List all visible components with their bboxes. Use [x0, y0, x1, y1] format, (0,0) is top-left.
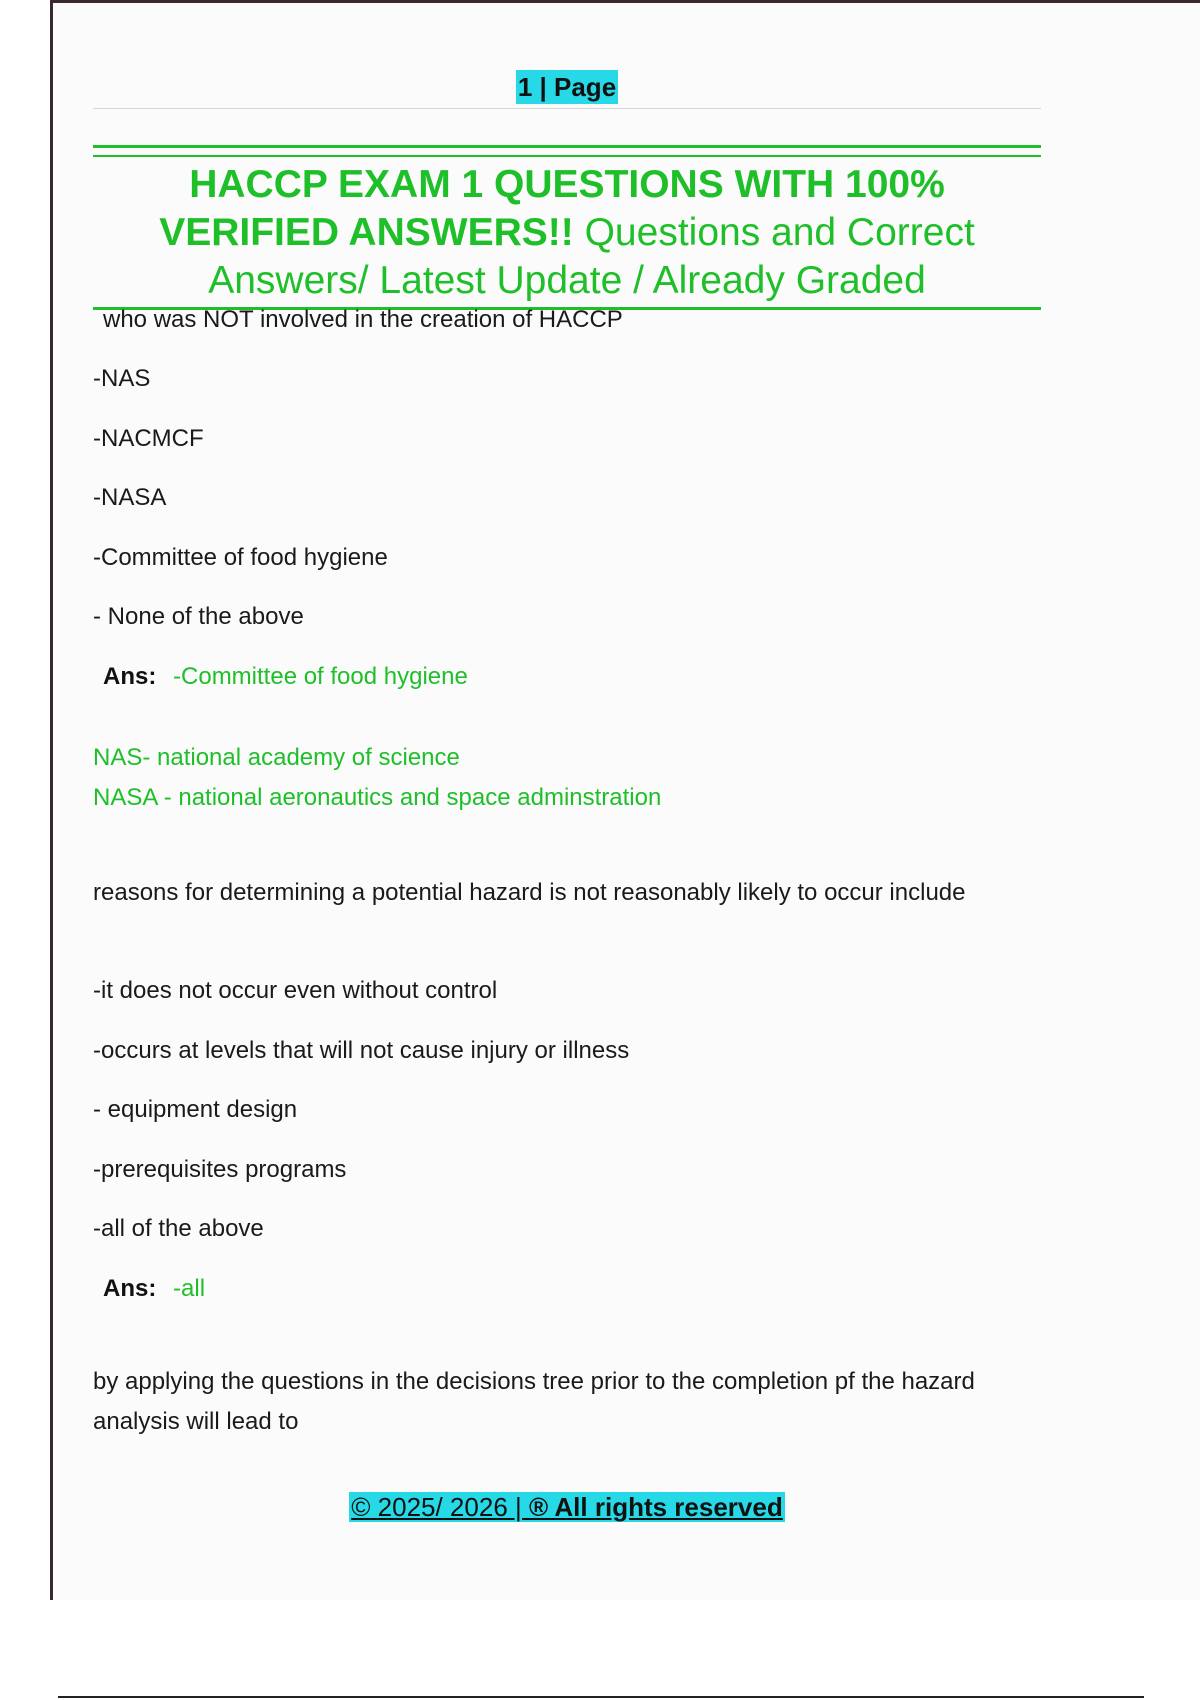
q1-option-1: -NAS: [93, 365, 151, 392]
q1-answer-row: [103, 662, 468, 692]
q2-answer-row: [103, 1274, 205, 1304]
q1-note-2: NASA - national aeronautics and space adminstration: [93, 784, 662, 811]
title-bold-line1: HACCP EXAM 1 QUESTIONS WITH 100%: [189, 163, 945, 206]
q2-option-2: -occurs at levels that will not cause injury or illness: [93, 1037, 630, 1064]
q1-option-4: -Committee of food hygiene: [93, 544, 388, 571]
document-title: [93, 161, 1041, 305]
footer-rights: ® All rights reserved: [528, 1492, 783, 1522]
q2-answer: -all: [173, 1275, 206, 1302]
title-rest-line2: Questions and Correct: [573, 211, 975, 254]
q1-option-5: - None of the above: [93, 603, 304, 630]
q2-option-3: - equipment design: [93, 1096, 298, 1123]
page-footer: [93, 1492, 1041, 1523]
bottom-divider: [58, 1696, 1144, 1698]
q1-note-1: NAS- national academy of science: [93, 744, 460, 771]
title-line3: Answers/ Latest Update / Already Graded: [208, 259, 926, 302]
footer-copyright: [349, 1492, 784, 1522]
q2-option-1: -it does not occur even without control: [93, 977, 498, 1004]
q1-option-2: -NACMCF: [93, 425, 204, 452]
question-3: by applying the questions in the decisions tree prior to the completion pf the hazard analysis will lead to: [93, 1368, 975, 1435]
q2-option-5: -all of the above: [93, 1215, 264, 1242]
q1-answer: -Committee of food hygiene: [173, 663, 468, 690]
title-block: [93, 145, 1041, 310]
footer-copyright-years: © 2025/ 2026 |: [351, 1492, 529, 1522]
question-2: reasons for determining a potential hazard is not reasonably likely to occur include: [93, 879, 966, 906]
q2-option-4: -prerequisites programs: [93, 1156, 347, 1183]
q2-answer-label: Ans:: [103, 1275, 157, 1302]
question-1: who was NOT involved in the creation of HACCP: [103, 306, 623, 333]
page-number: 1 | Page: [517, 72, 617, 102]
q1-option-3: -NASA: [93, 484, 167, 511]
title-bold-line2: VERIFIED ANSWERS!!: [159, 211, 574, 254]
q1-answer-label: Ans:: [103, 663, 157, 690]
header-divider: [93, 108, 1041, 109]
page-header: [93, 70, 1041, 110]
